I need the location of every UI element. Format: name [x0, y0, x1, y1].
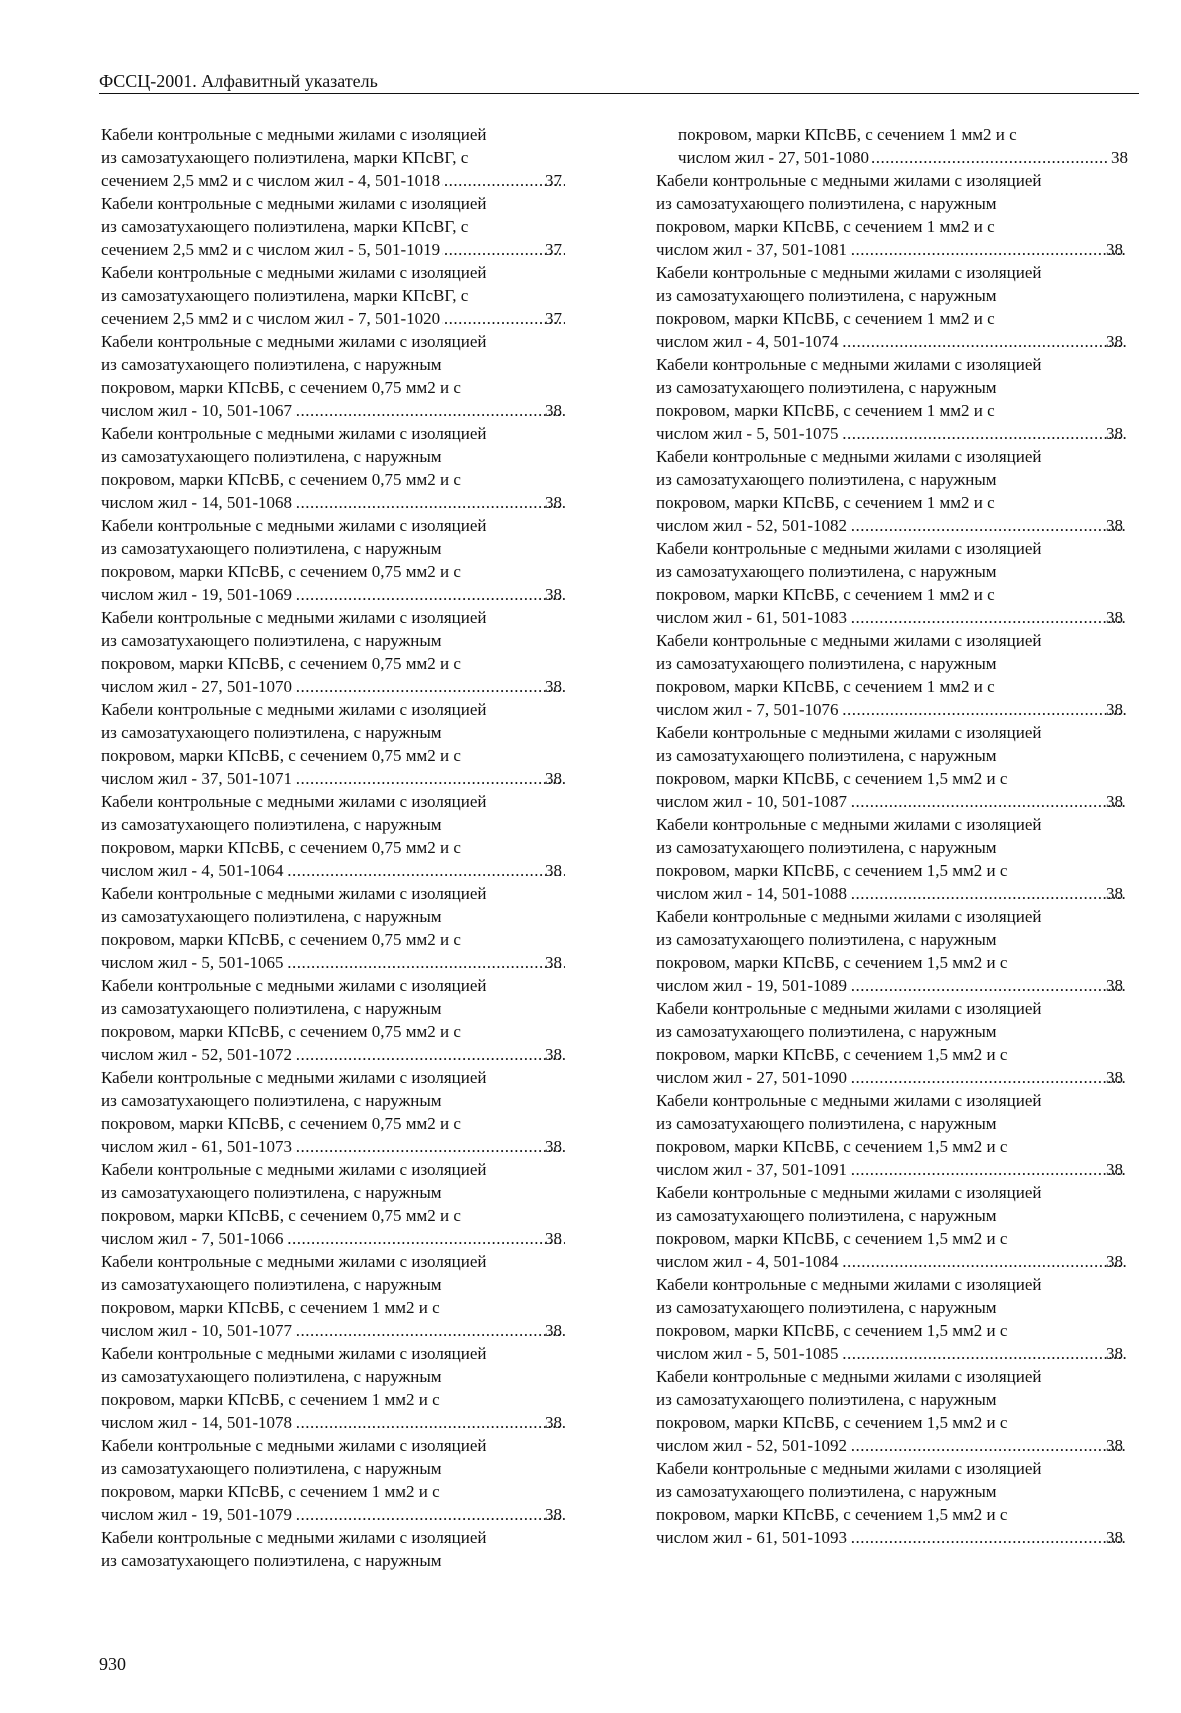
- entry-text-line: Кабели контрольные с медными жилами с изоляцией: [656, 1367, 1042, 1386]
- entry-text-line: Кабели контрольные с медными жилами с изоляцией: [656, 539, 1042, 558]
- entry-reference-line: числом жил - 52, 501-1082 ..... 38: [678, 514, 1128, 537]
- dot-leader: [294, 1503, 565, 1526]
- entry-text-line: Кабели контрольные с медными жилами с изоляцией: [656, 1091, 1042, 1110]
- entry-text-line: из самозатухающего полиэтилена, с наружным: [656, 286, 997, 305]
- index-entry: [101, 514, 567, 606]
- entry-text-line: из самозатухающего полиэтилена, с наружным: [656, 1114, 997, 1133]
- entry-text-line: покровом, марки КПсВБ, с сечением 1 мм2 и с: [656, 585, 995, 604]
- entry-text-line: из самозатухающего полиэтилена, с наружным: [101, 999, 442, 1018]
- index-entry: [101, 192, 567, 261]
- index-entry: [656, 169, 1128, 261]
- entry-text-line: из самозатухающего полиэтилена, с наружным: [656, 378, 997, 397]
- entry-text-line: из самозатухающего полиэтилена, с наружным: [101, 815, 442, 834]
- entry-text-line: Кабели контрольные с медными жилами с изоляцией: [101, 263, 487, 282]
- entry-text-line: из самозатухающего полиэтилена, с наружным: [656, 1390, 997, 1409]
- entry-reference-line: числом жил - 61, 501-1073 ..... 38: [123, 1135, 567, 1158]
- entry-text-line: покровом, марки КПсВБ, с сечением 1 мм2 и с: [101, 1482, 440, 1501]
- entry-text-line: из самозатухающего полиэтилена, с наружным: [101, 539, 442, 558]
- dot-leader: [294, 1135, 565, 1158]
- page-header-title: ФССЦ-2001. Алфавитный указатель: [99, 70, 1139, 94]
- entry-text-line: из самозатухающего полиэтилена, с наружным: [101, 1183, 442, 1202]
- index-entry: [101, 698, 567, 790]
- entry-reference-text: числом жил - 5, 501-1075: [656, 424, 839, 443]
- entry-text-line: из самозатухающего полиэтилена, марки КПсВГ, с: [101, 148, 469, 167]
- index-entry: [101, 974, 567, 1066]
- entry-reference-line: числом жил - 5, 501-1085 ..... 38: [678, 1342, 1128, 1365]
- dot-leader: [849, 1434, 1126, 1457]
- entry-reference-text: числом жил - 27, 501-1070: [101, 677, 293, 696]
- entry-reference-text: числом жил - 61, 501-1073: [101, 1137, 293, 1156]
- entry-text-line: покровом, марки КПсВБ, с сечением 0,75 мм2 и с: [101, 562, 461, 581]
- index-entry: [656, 353, 1128, 445]
- index-entry: [656, 629, 1128, 721]
- index-entry: [656, 1089, 1128, 1181]
- dot-leader: [294, 1411, 565, 1434]
- entry-text-line: из самозатухающего полиэтилена, с наружным: [101, 1367, 442, 1386]
- index-entry: [101, 882, 567, 974]
- entry-reference-text: числом жил - 61, 501-1083: [656, 608, 848, 627]
- entry-reference-text: числом жил - 14, 501-1068: [101, 493, 293, 512]
- entry-text-line: Кабели контрольные с медными жилами с изоляцией: [101, 194, 487, 213]
- entry-text-line: из самозатухающего полиэтилена, с наружным: [101, 723, 442, 742]
- entry-text-line: Кабели контрольные с медными жилами с изоляцией: [101, 424, 487, 443]
- entry-text-line: покровом, марки КПсВБ, с сечением 0,75 мм2 и с: [101, 1206, 461, 1225]
- dot-leader: [849, 974, 1126, 997]
- entry-text-line: Кабели контрольные с медными жилами с изоляцией: [101, 516, 487, 535]
- entry-reference-line: числом жил - 61, 501-1093 ..... 38: [678, 1526, 1128, 1549]
- page-number: 930: [99, 1654, 126, 1674]
- entry-text-line: из самозатухающего полиэтилена, с наружным: [656, 470, 997, 489]
- entry-text-line: покровом, марки КПсВБ, с сечением 0,75 мм2 и с: [101, 930, 461, 949]
- index-entry: [656, 1181, 1128, 1273]
- dot-leader: [294, 767, 565, 790]
- entry-text-line: покровом, марки КПсВБ, с сечением 1,5 мм2 и с: [656, 1045, 1008, 1064]
- entry-reference-text: сечением 2,5 мм2 и с числом жил - 4, 501-1018: [101, 171, 441, 190]
- entry-text-line: покровом, марки КПсВБ, с сечением 0,75 мм2 и с: [101, 746, 461, 765]
- entry-text-line: покровом, марки КПсВБ, с сечением 0,75 мм2 и с: [101, 838, 461, 857]
- entry-reference-line: числом жил - 10, 501-1077 ..... 38: [123, 1319, 567, 1342]
- entry-text-line: из самозатухающего полиэтилена, с наружным: [656, 930, 997, 949]
- entry-text-line: Кабели контрольные с медными жилами с изоляцией: [101, 332, 487, 351]
- entry-reference-line: числом жил - 7, 501-1066 ..... 38: [123, 1227, 567, 1250]
- index-entry: [101, 261, 567, 330]
- entry-text-line: покровом, марки КПсВБ, с сечением 1 мм2 и с: [101, 1390, 440, 1409]
- dot-leader: [294, 675, 565, 698]
- entry-text-line: Кабели контрольные с медными жилами с изоляцией: [656, 171, 1042, 190]
- entry-text-line: Кабели контрольные с медными жилами с изоляцией: [101, 884, 487, 903]
- entry-text-line: Кабели контрольные с медными жилами с изоляцией: [101, 792, 487, 811]
- entry-reference-line: числом жил - 14, 501-1078 ..... 38: [123, 1411, 567, 1434]
- entry-text-line: покровом, марки КПсВБ, с сечением 1 мм2 и с: [101, 1298, 440, 1317]
- dot-leader: [286, 859, 565, 882]
- index-entry: [678, 123, 1128, 169]
- entry-reference-line: числом жил - 37, 501-1091 ..... 38: [678, 1158, 1128, 1181]
- entry-reference-line: сечением 2,5 мм2 и с числом жил - 7, 501-1020 ..... 37: [123, 307, 567, 330]
- entry-text-line: Кабели контрольные с медными жилами с изоляцией: [101, 1344, 487, 1363]
- entry-reference-text: числом жил - 4, 501-1074: [656, 332, 839, 351]
- entry-text-line: из самозатухающего полиэтилена, с наружным: [656, 194, 997, 213]
- index-entry: [101, 123, 567, 192]
- dot-leader: [841, 1342, 1126, 1365]
- dot-leader: [294, 1319, 565, 1342]
- entry-text-line: из самозатухающего полиэтилена, с наружным: [101, 1275, 442, 1294]
- entry-reference-line: числом жил - 4, 501-1064 ..... 38: [123, 859, 567, 882]
- entry-text-line: Кабели контрольные с медными жилами с изоляцией: [656, 999, 1042, 1018]
- entry-text-line: Кабели контрольные с медными жилами с изоляцией: [101, 1068, 487, 1087]
- entry-text-line: Кабели контрольные с медными жилами с изоляцией: [656, 355, 1042, 374]
- entry-text-line: из самозатухающего полиэтилена, с наружным: [101, 1551, 442, 1570]
- index-entry: [101, 1066, 567, 1158]
- entry-reference-text: числом жил - 19, 501-1079: [101, 1505, 293, 1524]
- entry-text-line: Кабели контрольные с медными жилами с изоляцией: [656, 1459, 1042, 1478]
- index-entry: [101, 1158, 567, 1250]
- entry-text-line: покровом, марки КПсВБ, с сечением 1 мм2 и с: [656, 401, 995, 420]
- entry-reference-text: числом жил - 52, 501-1072: [101, 1045, 293, 1064]
- entry-text-line: покровом, марки КПсВБ, с сечением 1,5 мм2 и с: [656, 861, 1008, 880]
- entry-reference-line: [678, 146, 1128, 169]
- entry-reference-text: числом жил - 37, 501-1081: [656, 240, 848, 259]
- entry-text-line: из самозатухающего полиэтилена, с наружным: [101, 631, 442, 650]
- index-entry: [656, 905, 1128, 997]
- entry-reference-text: сечением 2,5 мм2 и с числом жил - 7, 501-1020: [101, 309, 441, 328]
- entry-reference-text: числом жил - 19, 501-1089: [656, 976, 848, 995]
- entry-text-line: покровом, марки КПсВБ, с сечением 1,5 мм2 и с: [656, 769, 1008, 788]
- entry-text-line: из самозатухающего полиэтилена, с наружным: [101, 907, 442, 926]
- entry-text-line: из самозатухающего полиэтилена, с наружным: [656, 1206, 997, 1225]
- entry-text-line: Кабели контрольные с медными жилами с изоляцией: [656, 1183, 1042, 1202]
- entry-reference-line: числом жил - 4, 501-1074 ..... 38: [678, 330, 1128, 353]
- index-column-right: [656, 123, 1128, 1549]
- entry-reference-text: числом жил - 7, 501-1066: [101, 1229, 284, 1248]
- index-entry: [656, 445, 1128, 537]
- entry-reference-line: числом жил - 52, 501-1072 ..... 38: [123, 1043, 567, 1066]
- entry-text-line: из самозатухающего полиэтилена, с наружным: [656, 1022, 997, 1041]
- entry-reference-text: числом жил - 61, 501-1093: [656, 1528, 848, 1547]
- entry-reference-line: числом жил - 52, 501-1092 ..... 38: [678, 1434, 1128, 1457]
- dot-leader: [841, 1250, 1126, 1273]
- entry-text-line: покровом, марки КПсВБ, с сечением 1,5 мм2 и с: [656, 1321, 1008, 1340]
- entry-reference-text: числом жил - 10, 501-1077: [101, 1321, 293, 1340]
- dot-leader: [849, 882, 1126, 905]
- entry-reference-line: числом жил - 14, 501-1068 ..... 38: [123, 491, 567, 514]
- dot-leader: [849, 238, 1126, 261]
- entry-text-line: Кабели контрольные с медными жилами с изоляцией: [656, 263, 1042, 282]
- entry-text-line: Кабели контрольные с медными жилами с изоляцией: [101, 1160, 487, 1179]
- entry-text-line: Кабели контрольные с медными жилами с изоляцией: [656, 447, 1042, 466]
- index-entry: [101, 1342, 567, 1434]
- index-entry: [101, 790, 567, 882]
- entry-text-line: из самозатухающего полиэтилена, с наружным: [656, 1298, 997, 1317]
- entry-reference-text: числом жил - 14, 501-1088: [656, 884, 848, 903]
- entry-text-line: из самозатухающего полиэтилена, с наружным: [101, 1091, 442, 1110]
- entry-text-line: Кабели контрольные с медными жилами с изоляцией: [656, 815, 1042, 834]
- dot-leader: [849, 606, 1126, 629]
- entry-text-line: Кабели контрольные с медными жилами с изоляцией: [101, 608, 487, 627]
- index-entry: [656, 997, 1128, 1089]
- entry-reference-line: числом жил - 61, 501-1083 ..... 38: [678, 606, 1128, 629]
- entry-reference-line: числом жил - 19, 501-1069 ..... 38: [123, 583, 567, 606]
- entry-reference-text: числом жил - 7, 501-1076: [656, 700, 839, 719]
- entry-reference-text: числом жил - 19, 501-1069: [101, 585, 293, 604]
- entry-text-line: покровом, марки КПсВБ, с сечением 1 мм2 и с: [656, 309, 995, 328]
- entry-reference-text: числом жил - 52, 501-1092: [656, 1436, 848, 1455]
- entry-reference-line: числом жил - 19, 501-1079 ..... 38: [123, 1503, 567, 1526]
- index-entry: [101, 1434, 567, 1526]
- dot-leader: [294, 491, 565, 514]
- dot-leader: [294, 1043, 565, 1066]
- index-entry: [656, 537, 1128, 629]
- entry-reference-text: числом жил - 52, 501-1082: [656, 516, 848, 535]
- entry-reference-text: числом жил - 14, 501-1078: [101, 1413, 293, 1432]
- index-entry: [101, 1250, 567, 1342]
- entry-text-line: из самозатухающего полиэтилена, с наружным: [656, 838, 997, 857]
- entry-text-line: Кабели контрольные с медными жилами с изоляцией: [101, 1252, 487, 1271]
- entry-reference-line: числом жил - 27, 501-1070 ..... 38: [123, 675, 567, 698]
- dot-leader: [849, 790, 1126, 813]
- entry-text-line: из самозатухающего полиэтилена, с наружным: [656, 1482, 997, 1501]
- entry-reference-line: числом жил - 5, 501-1075 ..... 38: [678, 422, 1128, 445]
- entry-reference-text: числом жил - 4, 501-1084: [656, 1252, 839, 1271]
- entry-reference-line: числом жил - 7, 501-1076 ..... 38: [678, 698, 1128, 721]
- entry-text-line: из самозатухающего полиэтилена, с наружным: [101, 355, 442, 374]
- dot-leader: [849, 514, 1126, 537]
- index-entry: [101, 330, 567, 422]
- entry-text-line: покровом, марки КПсВБ, с сечением 1,5 мм2 и с: [656, 1137, 1008, 1156]
- entry-text-line: покровом, марки КПсВБ, с сечением 0,75 мм2 и с: [101, 1114, 461, 1133]
- entry-reference-line: сечением 2,5 мм2 и с числом жил - 4, 501-1018 ..... 37: [123, 169, 567, 192]
- entry-text-line: из самозатухающего полиэтилена, с наружным: [101, 447, 442, 466]
- entry-text-line: из самозатухающего полиэтилена, с наружным: [656, 746, 997, 765]
- dot-leader: [849, 1158, 1126, 1181]
- index-entry: [101, 1526, 567, 1572]
- entry-text-line: из самозатухающего полиэтилена, с наружным: [656, 562, 997, 581]
- entry-text-line: покровом, марки КПсВБ, с сечением 1 мм2 и с: [656, 217, 995, 236]
- dot-leader: [841, 330, 1126, 353]
- entry-text-line: покровом, марки КПсВБ, с сечением 0,75 мм2 и с: [101, 1022, 461, 1041]
- entry-reference-text: числом жил - 27, 501-1080: [678, 148, 870, 167]
- entry-reference-text: числом жил - 4, 501-1064: [101, 861, 284, 880]
- index-entry: [656, 1273, 1128, 1365]
- entry-text-line: покровом, марки КПсВБ, с сечением 1 мм2 и с: [656, 677, 995, 696]
- index-entry: [656, 261, 1128, 353]
- index-entry: [656, 1457, 1128, 1549]
- entry-text-line: из самозатухающего полиэтилена, марки КПсВГ, с: [101, 286, 469, 305]
- entry-reference-text: сечением 2,5 мм2 и с числом жил - 5, 501-1019: [101, 240, 441, 259]
- dot-leader: [841, 698, 1126, 721]
- entry-reference-line: числом жил - 19, 501-1089 ..... 38: [678, 974, 1128, 997]
- entry-reference-line: числом жил - 27, 501-1090 ..... 38: [678, 1066, 1128, 1089]
- entry-reference-line: числом жил - 37, 501-1071 ..... 38: [123, 767, 567, 790]
- dot-leader: [286, 951, 565, 974]
- entry-reference-text: числом жил - 27, 501-1090: [656, 1068, 848, 1087]
- entry-text-line: Кабели контрольные с медными жилами с изоляцией: [101, 700, 487, 719]
- dot-leader: [871, 146, 1109, 169]
- entry-text-line: Кабели контрольные с медными жилами с изоляцией: [101, 976, 487, 995]
- entry-reference-text: числом жил - 10, 501-1067: [101, 401, 293, 420]
- entry-reference-line: числом жил - 14, 501-1088 ..... 38: [678, 882, 1128, 905]
- entry-text-line: покровом, марки КПсВБ, с сечением 0,75 мм2 и с: [101, 654, 461, 673]
- entry-text-line: Кабели контрольные с медными жилами с изоляцией: [101, 125, 487, 144]
- entry-reference-line: числом жил - 4, 501-1084 ..... 38: [678, 1250, 1128, 1273]
- entry-reference-text: числом жил - 10, 501-1087: [656, 792, 848, 811]
- entry-text-line: покровом, марки КПсВБ, с сечением 1,5 мм2 и с: [656, 1229, 1008, 1248]
- entry-reference-line: числом жил - 5, 501-1065 ..... 38: [123, 951, 567, 974]
- entry-text-line: покровом, марки КПсВБ, с сечением 0,75 мм2 и с: [101, 378, 461, 397]
- entry-reference-line: числом жил - 37, 501-1081 ..... 38: [678, 238, 1128, 261]
- entry-reference-text: числом жил - 37, 501-1071: [101, 769, 293, 788]
- dot-leader: [294, 399, 565, 422]
- entry-page-number: 38: [1111, 148, 1128, 167]
- entry-text-line: Кабели контрольные с медными жилами с изоляцией: [101, 1436, 487, 1455]
- entry-reference-text: числом жил - 5, 501-1065: [101, 953, 284, 972]
- entry-reference-text: числом жил - 37, 501-1091: [656, 1160, 848, 1179]
- entry-reference-line: числом жил - 10, 501-1067 ..... 38: [123, 399, 567, 422]
- entry-reference-text: числом жил - 5, 501-1085: [656, 1344, 839, 1363]
- entry-text-line: Кабели контрольные с медными жилами с изоляцией: [656, 631, 1042, 650]
- entry-text-line: из самозатухающего полиэтилена, с наружным: [656, 654, 997, 673]
- entry-text-line: из самозатухающего полиэтилена, с наружным: [101, 1459, 442, 1478]
- index-entry: [101, 606, 567, 698]
- entry-text-line: Кабели контрольные с медными жилами с изоляцией: [656, 1275, 1042, 1294]
- entry-text-line: покровом, марки КПсВБ, с сечением 1,5 мм2 и с: [656, 953, 1008, 972]
- entry-text-line: покровом, марки КПсВБ, с сечением 0,75 мм2 и с: [101, 470, 461, 489]
- entry-text-line: покровом, марки КПсВБ, с сечением 1 мм2 и с: [656, 493, 995, 512]
- index-entry: [656, 721, 1128, 813]
- dot-leader: [294, 583, 565, 606]
- entry-text-line: покровом, марки КПсВБ, с сечением 1,5 мм2 и с: [656, 1505, 1008, 1524]
- entry-text-line: покровом, марки КПсВБ, с сечением 1,5 мм2 и с: [656, 1413, 1008, 1432]
- entry-reference-line: сечением 2,5 мм2 и с числом жил - 5, 501-1019 ..... 37: [123, 238, 567, 261]
- dot-leader: [286, 1227, 565, 1250]
- entry-continuation-line: покровом, марки КПсВБ, с сечением 1 мм2 и с: [678, 125, 1017, 144]
- entry-reference-line: числом жил - 10, 501-1087 ..... 38: [678, 790, 1128, 813]
- index-entry: [656, 813, 1128, 905]
- dot-leader: [849, 1526, 1126, 1549]
- entry-text-line: Кабели контрольные с медными жилами с изоляцией: [101, 1528, 487, 1547]
- index-entry: [101, 422, 567, 514]
- entry-text-line: из самозатухающего полиэтилена, марки КПсВГ, с: [101, 217, 469, 236]
- index-column-left: [101, 123, 567, 1572]
- dot-leader: [841, 422, 1126, 445]
- entry-text-line: Кабели контрольные с медными жилами с изоляцией: [656, 723, 1042, 742]
- dot-leader: [849, 1066, 1126, 1089]
- entry-text-line: Кабели контрольные с медными жилами с изоляцией: [656, 907, 1042, 926]
- index-entry: [656, 1365, 1128, 1457]
